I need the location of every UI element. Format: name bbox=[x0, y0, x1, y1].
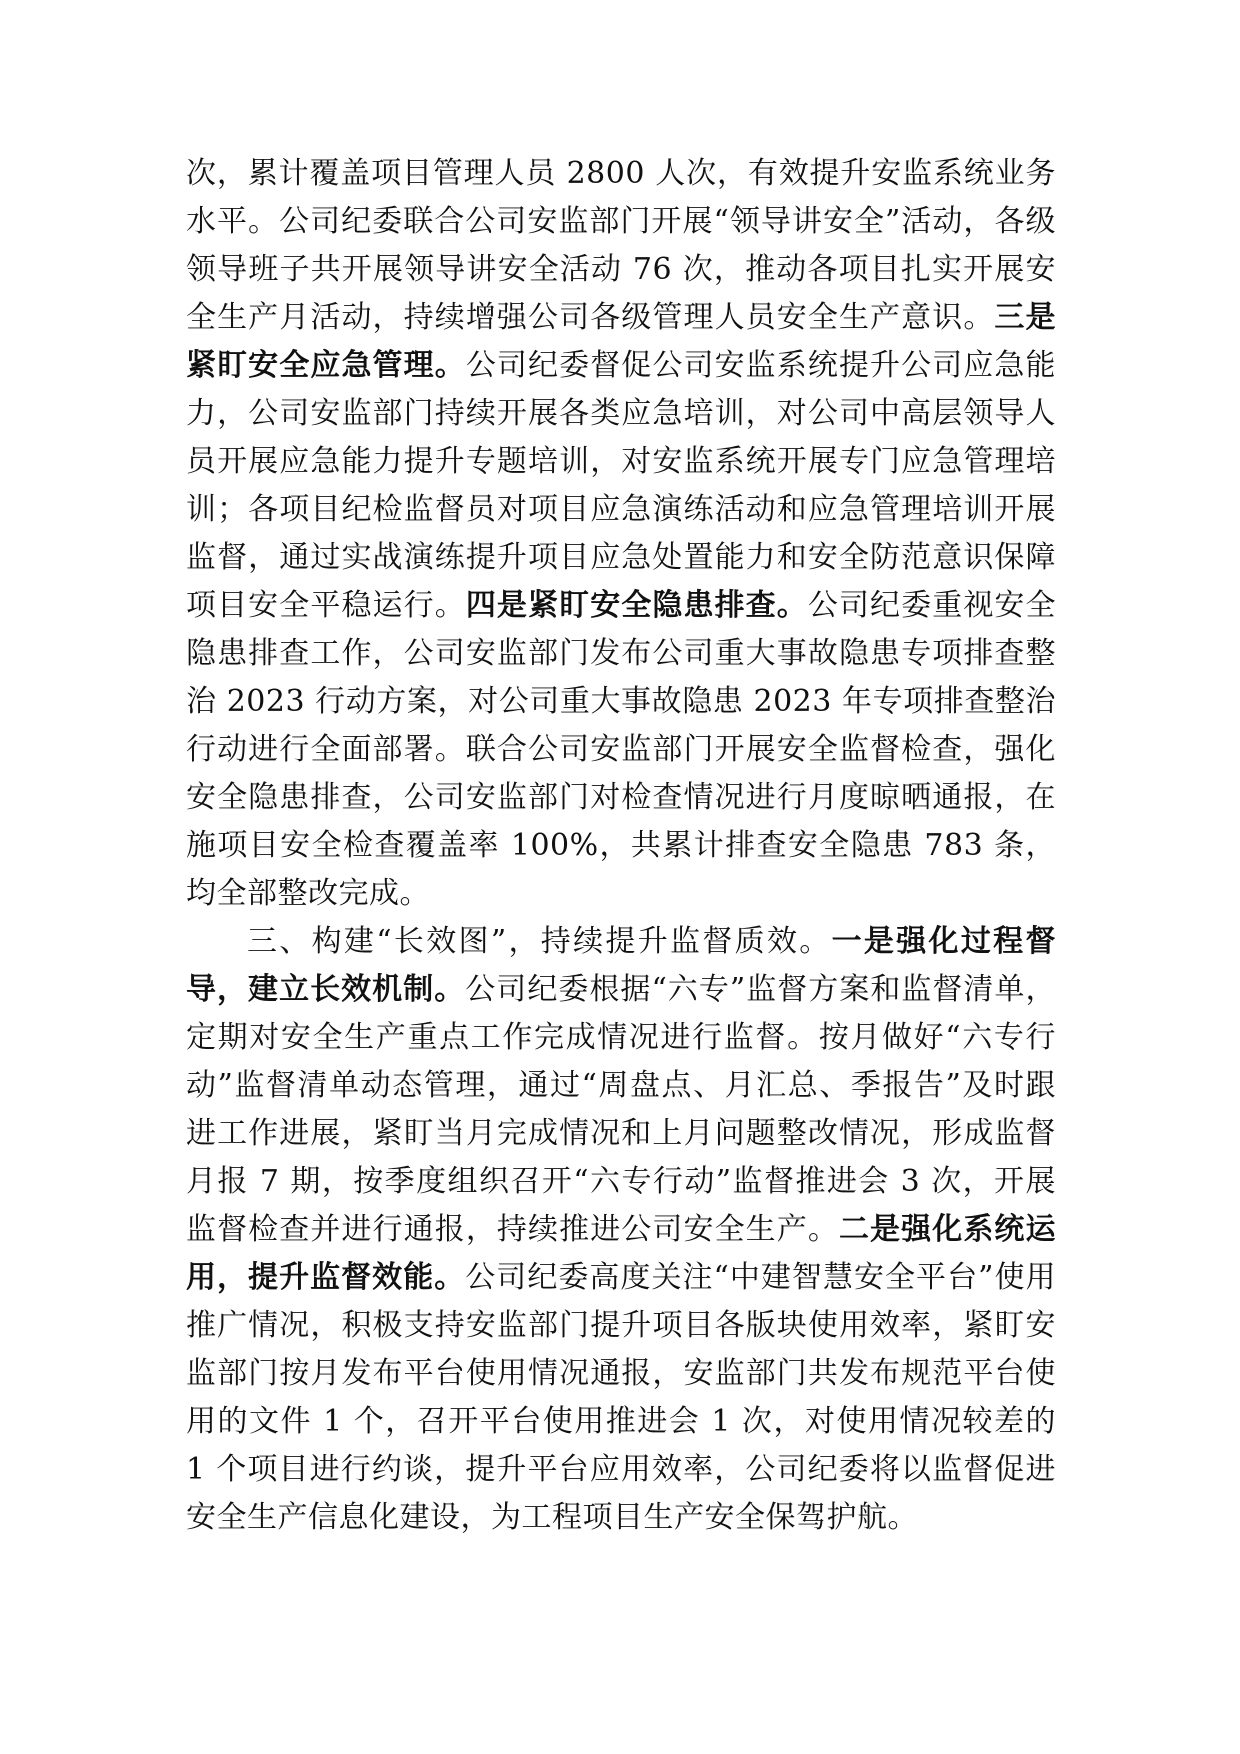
paragraph-2-text-c: 公司纪委根据“六专”监督方案和监督清单，定期对安全生产重点工作完成情况进行监督。按月做好“六专行动”监督清单动态管理，通过“周盘点、月汇总、季报告”及时跟进工作进展，紧盯当月完成情况和上月问题整改情况，形成监督月报 7 期，按季度组织召开“六专行动”监督推进会 3 次，开展监督检查并进行通报，持续推进公司安全生产。 bbox=[186, 972, 1056, 1247]
paragraph-2-heading-process: 一是强化过程督导，建立长效机制。 bbox=[186, 924, 1056, 1007]
paragraph-1-heading-hazard: 四是紧盯安全隐患排查。 bbox=[465, 588, 808, 623]
paragraph-2-section-title: 三、构建“长效图”，持续提升监督质效。 bbox=[247, 924, 832, 959]
document-body bbox=[186, 150, 1056, 1542]
paragraph-1-text-a: 次，累计覆盖项目管理人员 2800 人次，有效提升安监系统业务水平。公司纪委联合公司安监部门开展“领导讲安全”活动，各级领导班子共开展领导讲安全活动 76 次，推动各项目扎实开展安全生产月活动，持续增强公司各级管理人员安全生产意识。 bbox=[186, 156, 1056, 335]
paragraph-1-text-c: 公司纪委督促公司安监系统提升公司应急能力，公司安监部门持续开展各类应急培训，对公司中高层领导人员开展应急能力提升专题培训，对安监系统开展专门应急管理培训；各项目纪检监督员对项目应急演练活动和应急管理培训开展监督，通过实战演练提升项目应急处置能力和安全防范意识保障项目安全平稳运行。 bbox=[186, 348, 1057, 623]
paragraph-1 bbox=[186, 150, 1056, 918]
paragraph-1-text-e: 公司纪委重视安全隐患排查工作，公司安监部门发布公司重大事故隐患专项排查整治 2023 行动方案，对公司重大事故隐患 2023 年专项排查整治行动进行全面部署。联合公司安监部门开展安全监督检查，强化安全隐患排查，公司安监部门对检查情况进行月度晾晒通报，在施项目安全检查覆盖率 100%，共累计排查安全隐患 783 条，均全部整改完成。 bbox=[186, 588, 1057, 911]
paragraph-1-heading-emergency: 三是紧盯安全应急管理。 bbox=[186, 300, 1057, 383]
paragraph-2-heading-system: 二是强化系统运用，提升监督效能。 bbox=[186, 1212, 1057, 1295]
paragraph-2 bbox=[186, 918, 1056, 1542]
paragraph-2-text-e: 公司纪委高度关注“中建智慧安全平台”使用推广情况，积极支持安监部门提升项目各版块使用效率，紧盯安监部门按月发布平台使用情况通报，安监部门共发布规范平台使用的文件 1 个，召开平台使用推进会 1 次，对使用情况较差的 1 个项目进行约谈，提升平台应用效率，公司纪委将以监督促进安全生产信息化建设，为工程项目生产安全保驾护航。 bbox=[186, 1260, 1056, 1535]
